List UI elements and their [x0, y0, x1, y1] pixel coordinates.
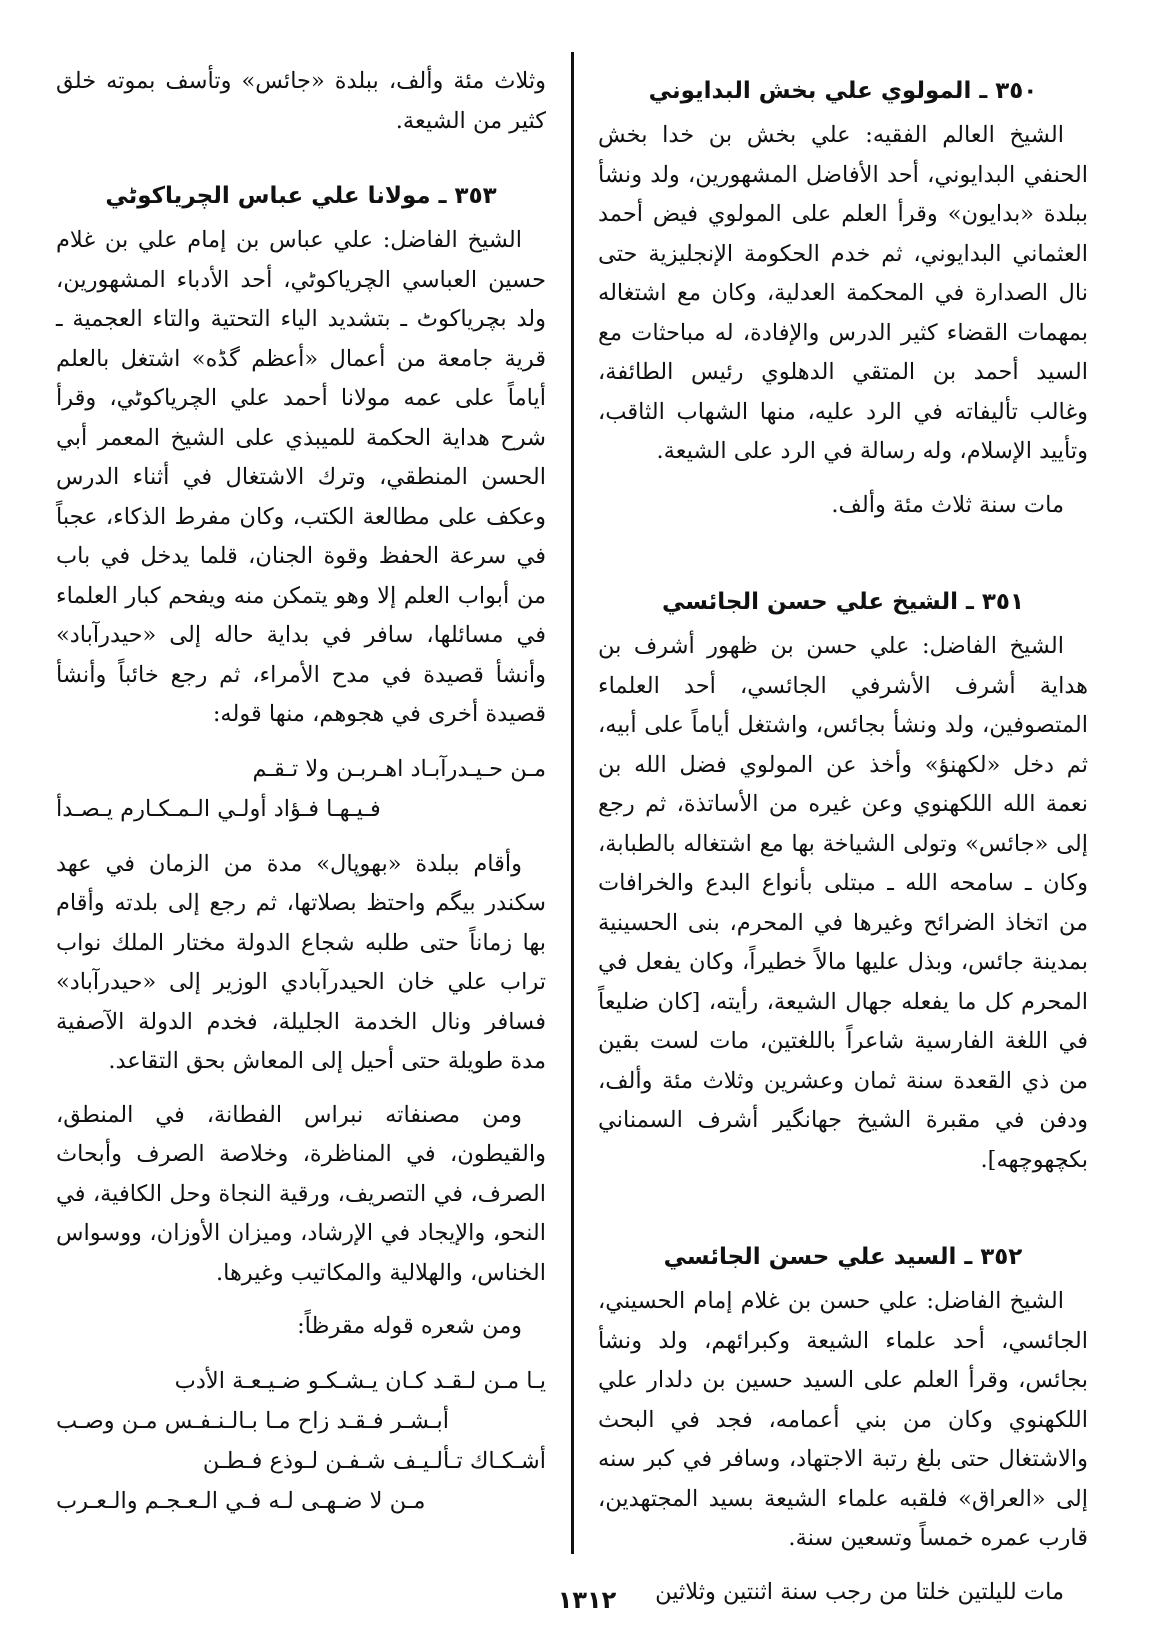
column-divider — [571, 52, 574, 1554]
entry-heading-350: ٣٥٠ ـ المولوي علي بخش البدايوني — [648, 78, 1038, 104]
entry-paragraph: الشيخ الفاضل: علي عباس بن إمام علي بن غلام حسين العباسي الچرياكوٹي، أحد الأدباء المشهورين، ولد بچرياكوٹ ـ بتشديد الياء التحتية والتاء العجمية ـ قرية جامعة من أعمال «أعظم گڈه» اشتغل بالعلم أياماً على عمه مولانا أحمد علي الچرياكوٹي، وقرأ شرح هداية الحكمة للميبذي على الشيخ المعمر أبي الحسن المنطقي، وترك الاشتغال في أثناء الدرس وعكف على مطالعة الكتب، وكان مفرط الذكاء، عجباً في سرعة الحفظ وقوة الجنان، قلما يدخل في باب من أبواب العلم إلا وهو يتمكن منه ويفحم كبار العلماء في مسائلها، سافر في بداية حاله إلى «حيدرآباد» وأنشأ قصيدة في مدح الأمراء، ثم رجع خائباً وأنشأ قصيدة أخرى في هجوهم، منها قوله: — [56, 227, 546, 727]
entry-paragraph: الشيخ العالم الفقيه: علي بخش بن خدا بخش الحنفي البدايوني، أحد الأفاضل المشهورين، ولد ونشأ ببلدة «بدايون» وقرأ العلم على المولوي فيض أحمد العثماني البدايوني، ثم خدم الحكومة الإنجليزية حتى نال الصدارة في المحكمة العدلية، وكان مع اشتغاله بمهمات القضاء كثير الدرس والإفادة، له مباحثات مع السيد أحمد بن المتقي الدهلوي رئيس الطائفة، وغالب تأليفاته في الرد عليه، منها الشهاب الثاقب، وتأييد الإسلام، وله رسالة في الرد على الشيعة. — [598, 122, 1088, 464]
continued-text: وثلاث مئة وألف، ببلدة «جائس» وتأسف بموته خلق كثير من الشيعة. — [56, 68, 546, 134]
entry-heading-352: ٣٥٢ ـ السيد علي حسن الجائسي — [663, 1244, 1023, 1270]
entry-paragraph: الشيخ الفاضل: علي حسن بن غلام إمام الحسيني، الجائسي، أحد علماء الشيعة وكبرائهم، ولد ونشأ بجائس، وقرأ العلم على السيد حسين بن دلدار علي اللكهنوي وكان من بني أعمامه، فجد في البحث والاشتغال حتى بلغ رتبة الاجتهاد، وسافر في كبر سنه إلى «العراق» فلقبه علماء الشيعة بسيد المجتهدين، قارب عمره خمساً وتسعين سنة. — [598, 1288, 1088, 1551]
entry-heading-351: ٣٥١ ـ الشيخ علي حسن الجائسي — [661, 589, 1024, 615]
poem-block — [56, 1361, 546, 1521]
verse-line: أشـكـاك تـألـيـف شـفـن لـوذع فـطـن — [202, 1447, 546, 1474]
entry-heading-353: ٣٥٣ ـ مولانا علي عباس الچرياكوٹي — [105, 183, 497, 209]
verse-line: مـن حـيـدرآبـاد اهـربـن ولا تـقـم — [252, 755, 546, 782]
right-column — [598, 62, 1088, 1626]
verse-line: يـا مـن لـقـد كـان يـشـكـو ضـيـعـة الأدب — [174, 1367, 546, 1394]
entry-paragraph: الشيخ الفاضل: علي حسن بن ظهور أشرف بن هداية أشرف الأشرفي الجائسي، أحد العلماء المتصوفين، ولد ونشأ بجائس، واشتغل أياماً على أبيه، ثم دخل «لكهنؤ» وأخذ عن المولوي فضل الله بن نعمة الله اللكهنوي وعن غيره من الأساتذة، ثم رجع إلى «جائس» وتولى الشياخة بها مع اشتغاله بالطبابة، وكان ـ سامحه الله ـ مبتلى بأنواع البدع والخرافات من اتخاذ الضرائح وغيرها في المحرم، بنى الحسينية بمدينة جائس، وبذل عليها مالاً خطيراً، وكان يفعل في المحرم كل ما يفعله جهال الشيعة، رأيته، [كان ضليعاً في اللغة الفارسية شاعراً باللغتين، مات لست بقين من ذي القعدة سنة ثمان وعشرين وثلاث مئة وألف، ودفن في مقبرة الشيخ جهانگير أشرف السمناني بكچهوچهه]. — [598, 633, 1088, 1173]
verse-line: أبـشـر فـقـد زاح مـا بـالـنـفـس مـن وصـب — [56, 1407, 449, 1434]
death-note: مات سنة ثلاث مئة وألف. — [831, 491, 1064, 518]
verse-line: فـيـهـا فـؤاد أولـي الـمـكـارم يـصـدأ — [56, 795, 381, 822]
poem-block — [56, 749, 546, 829]
entry-paragraph: ومن مصنفاته نبراس الفطانة، في المنطق، والقيطون، في المناظرة، وخلاصة الصرف وأبحاث الصرف، في التصريف، ورقية النجاة وحل الكافية، في النحو، والإيجاد في الإرشاد، وميزان الأوزان، ووسواس الخناس، والهلالية والمكاتيب وغيرها. — [56, 1101, 546, 1286]
page-number: ١٣١٢ — [557, 1586, 617, 1614]
verse-line: مـن لا ضـهـى لـه فـي الـعـجـم والـعـرب — [56, 1487, 426, 1514]
left-column — [56, 62, 546, 1537]
entry-paragraph: وأقام ببلدة «بهوپال» مدة من الزمان في عهد سكندر بيگم واحتظ بصلاتها، ثم رجع إلى بلدته وأقام بها زماناً حتى طلبه شجاع الدولة مختار الملك نواب تراب علي خان الحيدرآبادي الوزير إلى «حيدرآباد» فسافر ونال الخدمة الجليلة، فخدم الدولة الآصفية مدة طويلة حتى أحيل إلى المعاش بحق التقاعد. — [56, 850, 546, 1074]
entry-paragraph: ومن شعره قوله مقرظاً: — [297, 1313, 522, 1339]
death-note: مات لليلتين خلتا من رجب سنة اثنتين وثلاثين — [655, 1578, 1064, 1605]
